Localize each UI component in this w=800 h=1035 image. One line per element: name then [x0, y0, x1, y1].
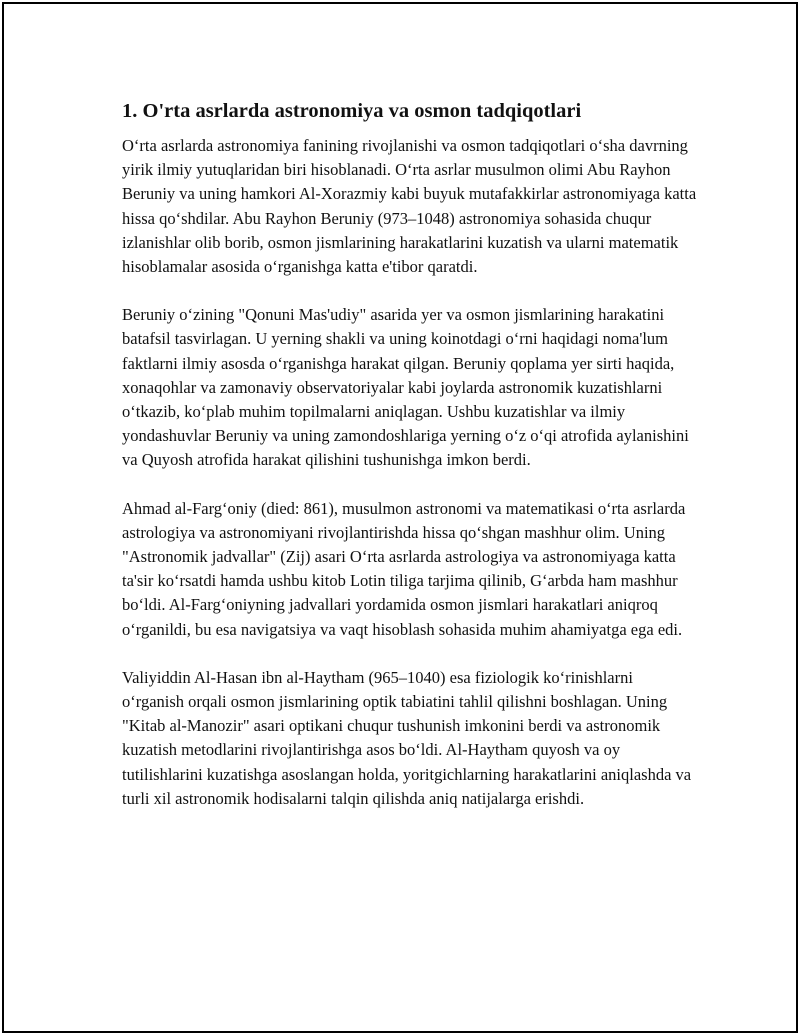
document-page — [2, 2, 798, 1033]
document-body — [122, 98, 697, 811]
paragraph-4: Valiyiddin Al-Hasan ibn al-Haytham (965–1040) esa fiziologik ko‘rinishlarni o‘rganish orqali osmon jismlarining optik tabiatini tahlil qilishni boshlagan. Uning "Kitab al-Manozir" asari optikani chuqur tushunish imkonini berdi va astronomik kuzatish metodlarini rivojlantirishga asos bo‘ldi. Al-Haytham quyosh va oy tutilishlarini kuzatishga asoslangan holda, yoritgichlarning harakatlarini aniqlashda va turli xil astronomik hodisalarni talqin qilishda aniq natijalarga erishdi. — [122, 667, 692, 808]
section-heading: 1. O'rta asrlarda astronomiya va osmon tadqiqotlari — [122, 100, 582, 122]
paragraph-3: Ahmad al-Farg‘oniy (died: 861), musulmon astronomi va matematikasi o‘rta asrlarda astrologiya va astronomiyani rivojlantirishda hissa qo‘shgan mashhur olim. Uning "Astronomik jadvallar" (Zij) asari O‘rta asrlarda astrologiya va astronomiyaga katta ta'sir ko‘rsatdi hamda ushbu kitob Lotin tiliga tarjima qilinib, G‘arbda ham mashhur bo‘ldi. Al-Farg‘oniyning jadvallari yordamida osmon jismlari harakatlari aniqroq o‘rganildi, bu esa navigatsiya va vaqt hisoblash sohasida muhim ahamiyatga ega edi. — [122, 498, 686, 639]
paragraph-1: O‘rta asrlarda astronomiya fanining rivojlanishi va osmon tadqiqotlari o‘sha davrning yirik ilmiy yutuqlaridan biri hisoblanadi. O‘rta asrlar musulmon olimi Abu Rayhon Beruniy va uning hamkori Al-Xorazmiy kabi buyuk mutafakkirlar astronomiyaga katta hissa qo‘shdilar. Abu Rayhon Beruniy (973–1048) astronomiya sohasida chuqur izlanishlar olib borib, osmon jismlarining harakatlarini kuzatish va ularni matematik hisoblamalar asosida o‘rganishga katta e'tibor qaratdi. — [122, 136, 697, 277]
paragraph-2: Beruniy o‘zining "Qonuni Mas'udiy" asarida yer va osmon jismlarining harakatini batafsil tasvirlagan. U yerning shakli va uning koinotdagi o‘rni haqidagi noma'lum faktlarni ilmiy asosda o‘rganishga harakat qilgan. Beruniy qoplama yer sirti haqida, xonaqohlar va zamonaviy observatoriyalar kabi joylarda astronomik kuzatishlarni o‘tkazib, ko‘plab muhim topilmalarni aniqlagan. Ushbu kuzatishlar va ilmiy yondashuvlar Beruniy va uning zamondoshlariga yerning o‘z o‘qi atrofida aylanishini va Quyosh atrofida harakat qilishini tushunishga imkon berdi. — [122, 305, 689, 470]
